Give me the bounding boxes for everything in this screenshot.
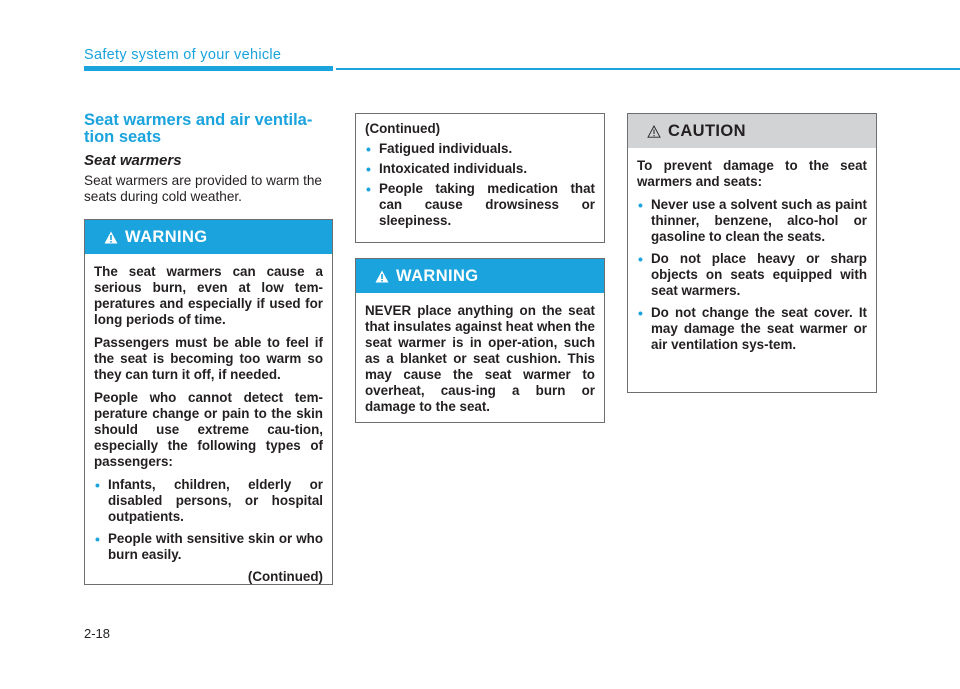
warning-box-heat bbox=[84, 219, 333, 585]
bullet-icon: • bbox=[638, 251, 643, 267]
list-item: • Intoxicated individuals. bbox=[366, 161, 528, 177]
page-number: 2-18 bbox=[84, 626, 111, 641]
caution-bullet-list bbox=[637, 197, 867, 353]
continued-label: (Continued) bbox=[247, 569, 323, 584]
warning-triangle-icon bbox=[375, 270, 389, 283]
section-heading: Seat warmers and air ventila-tion seats bbox=[84, 111, 313, 146]
warning-body bbox=[85, 254, 332, 593]
warning-paragraph: NEVER place anything on the seat that insulates against heat when the seat warmer is in oper-ation, such as a blanket or seat cushion. This may cause the seat warmer to overheat, caus-ing a burn or damage to the seat. bbox=[365, 303, 595, 414]
list-item: • People taking medication that can cause drowsiness or sleepiness. bbox=[366, 181, 595, 228]
list-item: • Infants, children, elderly or disabled persons, or hospital outpatients. bbox=[95, 477, 323, 524]
warning-title: WARNING bbox=[396, 266, 479, 285]
list-item: • Never use a solvent such as paint thinner, benzene, alco-hol or gasoline to clean the seats. bbox=[638, 197, 867, 244]
header-bar-thin bbox=[336, 68, 960, 70]
continued-title: (Continued) bbox=[365, 121, 441, 136]
warning-title: WARNING bbox=[125, 227, 208, 246]
caution-body bbox=[628, 148, 876, 367]
warning-bullet-list bbox=[94, 477, 323, 563]
warning-header bbox=[85, 220, 332, 254]
continued-bullet-list bbox=[365, 141, 595, 229]
bullet-icon: • bbox=[95, 531, 100, 547]
header-bar-thick bbox=[84, 66, 333, 71]
bullet-icon: • bbox=[95, 477, 100, 493]
list-item: • Do not place heavy or sharp objects on seats equipped with seat warmers. bbox=[638, 251, 867, 298]
bullet-icon: • bbox=[638, 305, 643, 321]
warning-paragraph: The seat warmers can cause a serious burn, even at low tem-peratures and especially if used for long periods of time. bbox=[94, 264, 323, 327]
bullet-icon: • bbox=[366, 181, 371, 197]
list-item: • People with sensitive skin or who burn easily. bbox=[95, 531, 323, 562]
sub-heading: Seat warmers bbox=[84, 152, 182, 169]
warning-paragraph: Passengers must be able to feel if the seat is becoming too warm so they can turn it off, if needed. bbox=[94, 335, 323, 382]
bullet-icon: • bbox=[366, 161, 371, 177]
warning-header bbox=[356, 259, 604, 293]
caution-title: CAUTION bbox=[668, 121, 746, 140]
bullet-icon: • bbox=[638, 197, 643, 213]
warning-box-insulation bbox=[355, 258, 605, 423]
warning-triangle-icon bbox=[104, 231, 118, 244]
intro-text: Seat warmers are provided to warm the seats during cold weather. bbox=[84, 173, 322, 204]
caution-box bbox=[627, 113, 877, 393]
continued-box bbox=[355, 113, 605, 243]
list-item: • Fatigued individuals. bbox=[366, 141, 513, 157]
warning-body bbox=[356, 293, 604, 430]
caution-intro: To prevent damage to the seat warmers and seats: bbox=[637, 158, 867, 189]
bullet-icon: • bbox=[366, 141, 371, 157]
list-item: • Do not change the seat cover. It may damage the seat warmer or air ventilation sys-tem. bbox=[638, 305, 867, 352]
caution-header bbox=[628, 114, 876, 148]
section-header-title: Safety system of your vehicle bbox=[84, 47, 282, 63]
warning-paragraph: People who cannot detect tem-perature change or pain to the skin should use extreme cau-tion, especially the following types of passengers: bbox=[94, 390, 323, 469]
caution-triangle-icon bbox=[647, 125, 661, 138]
continued-body bbox=[356, 114, 604, 241]
